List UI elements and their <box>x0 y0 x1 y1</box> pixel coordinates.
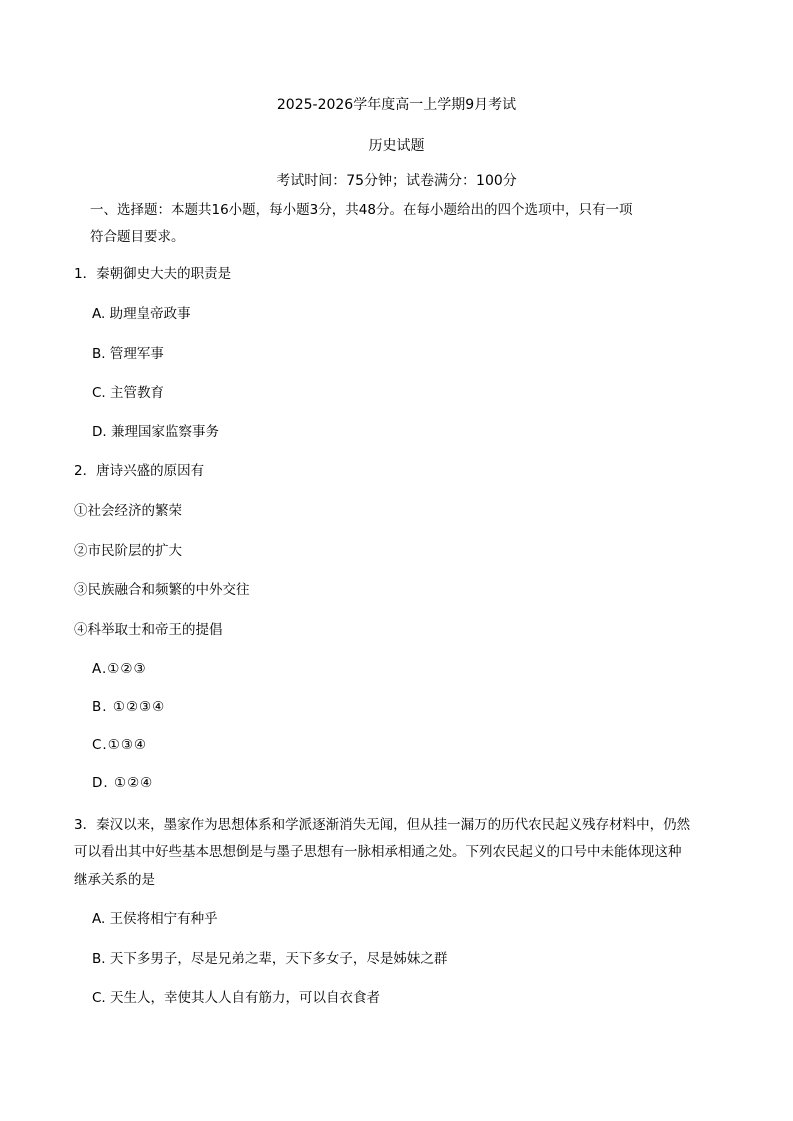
question-2-option-b: B. ①②③④ <box>92 699 166 715</box>
question-2-option-c: C.①③④ <box>92 737 148 753</box>
question-2-stem: 2．唐诗兴盛的原因有 <box>74 463 205 479</box>
section-instructions-line2: 符合题目要求。 <box>90 229 185 245</box>
subject-title: 历史试题 <box>368 138 425 154</box>
question-2-option-a: A.①②③ <box>92 661 147 677</box>
question-1-option-d: D. 兼理国家监察事务 <box>92 424 219 440</box>
question-2-option-d: D. ①②④ <box>92 775 154 791</box>
exam-info: 考试时间：75分钟；试卷满分：100分 <box>276 173 517 189</box>
question-3-option-b: B. 天下多男子，尽是兄弟之辈，天下多女子，尽是姊妹之群 <box>92 951 448 967</box>
question-3-option-a: A. 王侯将相宁有种乎 <box>92 911 218 927</box>
question-3-stem-line1: 3．秦汉以来，墨家作为思想体系和学派逐渐消失无闻，但从挂一漏万的历代农民起义残存材料中，仍然 <box>74 817 691 833</box>
question-3-stem-line2: 可以看出其中好些基本思想倒是与墨子思想有一脉相承相通之处。下列农民起义的口号中未能体现这种 <box>74 844 682 860</box>
question-1-option-b: B. 管理军事 <box>92 346 164 362</box>
question-3-stem-line3: 继承关系的是 <box>74 872 155 888</box>
question-3-option-c: C. 天生人，幸使其人人自有筋力，可以自衣食者 <box>92 990 381 1006</box>
question-1-option-c: C. 主管教育 <box>92 385 165 401</box>
question-2-statement-2: ②市民阶层的扩大 <box>74 543 182 559</box>
question-1-option-a: A. 助理皇帝政事 <box>92 306 191 322</box>
question-2-statement-4: ④科举取士和帝王的提倡 <box>74 622 223 638</box>
question-1-stem: 1．秦朝御史大夫的职责是 <box>74 266 232 282</box>
question-2-statement-3: ③民族融合和频繁的中外交往 <box>74 582 250 598</box>
section-instructions-line1: 一、选择题：本题共16小题，每小题3分，共48分。在每小题给出的四个选项中，只有一项 <box>90 202 633 218</box>
question-2-statement-1: ①社会经济的繁荣 <box>74 503 182 519</box>
exam-title: 2025-2026学年度高一上学期9月考试 <box>276 97 517 113</box>
